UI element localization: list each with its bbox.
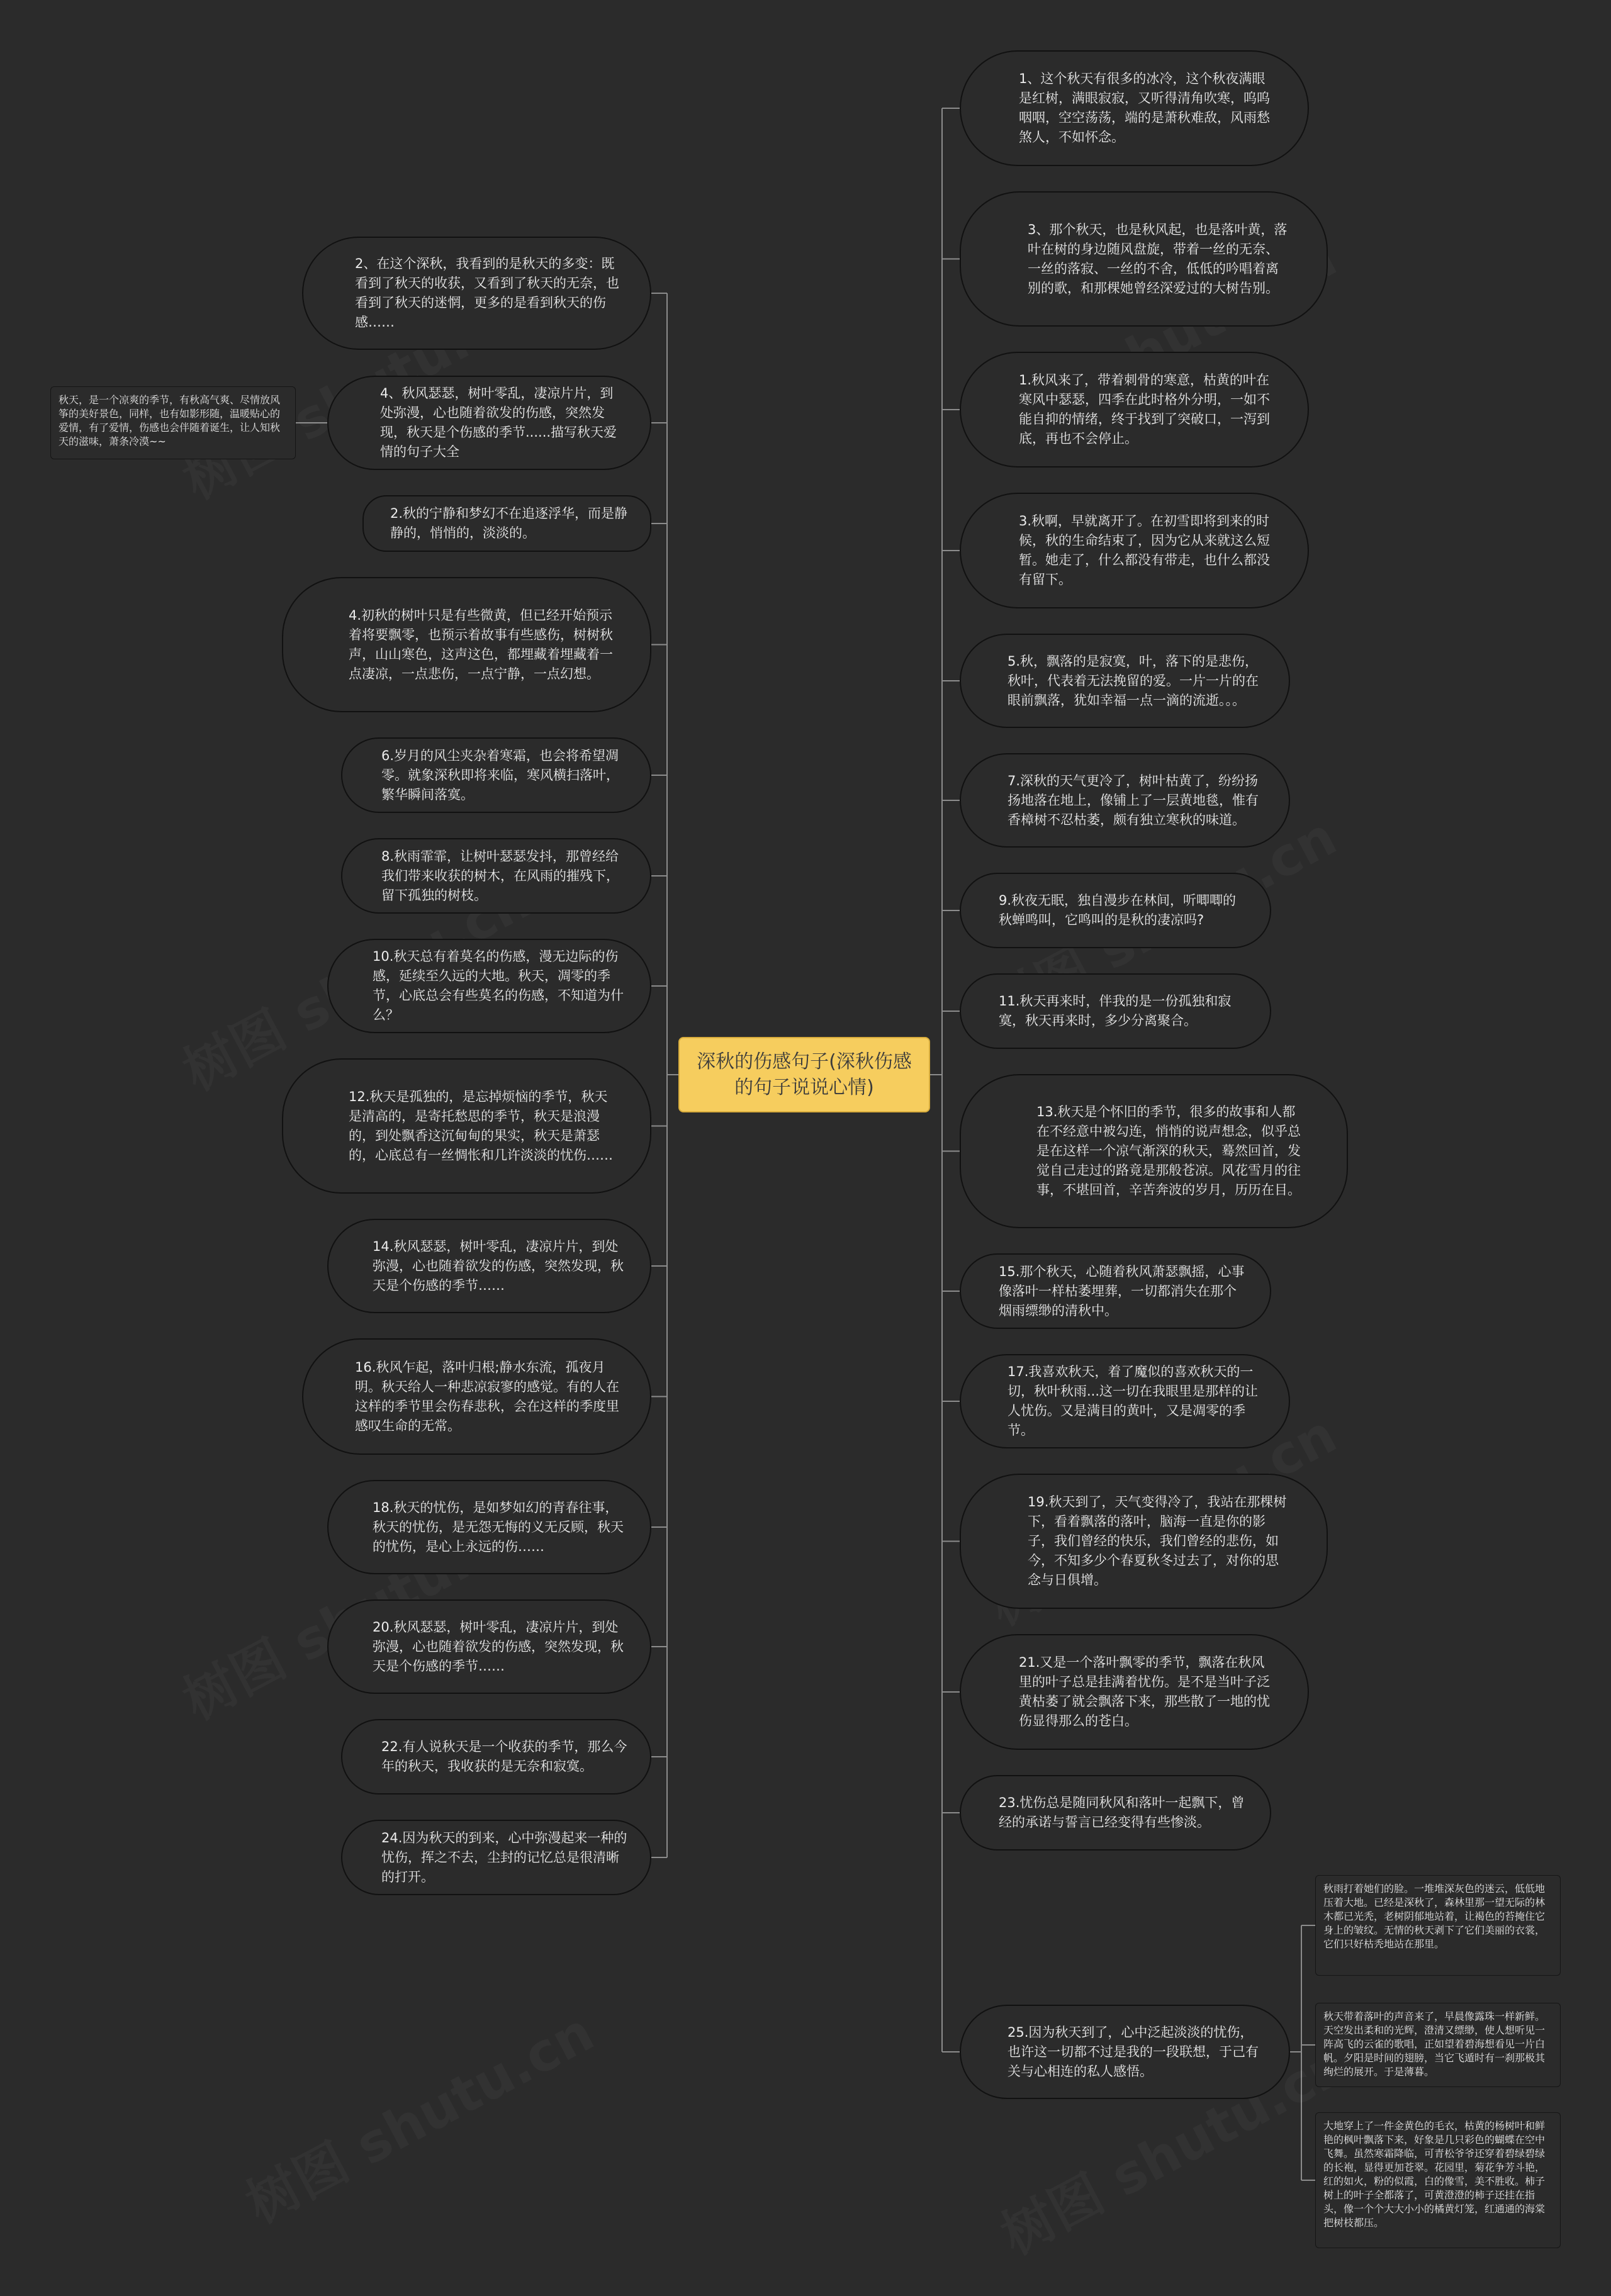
left-node-text: 2、在这个深秋，我看到的是秋天的多变：既看到了秋天的收获，又看到了秋天的无奈，也看到了秋天的迷惘，更多的是看到秋天的伤感……	[355, 256, 619, 330]
left-node[interactable]	[327, 1599, 651, 1694]
right-node[interactable]	[960, 2005, 1290, 2099]
right-note[interactable]	[1315, 2112, 1561, 2248]
right-node-text: 3、那个秋天，也是秋风起，也是落叶黄，落叶在树的身边随风盘旋，带着一丝的无奈、一丝的落寂、一丝的不舍，低低的吟唱着离别的歌，和那棵她曾经深爱过的大树告别。	[1028, 221, 1288, 296]
right-node[interactable]	[960, 50, 1309, 166]
right-node-text: 1、这个秋天有很多的冰冷，这个秋夜满眼是红树，满眼寂寂，又听得清角吹寒，呜呜咽咽，空空荡荡，端的是萧秋难敌，风雨愁煞人，不如怀念。	[1019, 71, 1270, 145]
left-node-text: 2.秋的宁静和梦幻不在追逐浮华，而是静静的，悄悄的，淡淡的。	[390, 506, 628, 540]
right-node-text: 23.忧伤总是随同秋风和落叶一起飘下，曾经的承诺与誓言已经变得有些惨淡。	[999, 1795, 1245, 1830]
right-node[interactable]	[960, 873, 1271, 948]
right-node[interactable]	[960, 973, 1271, 1049]
right-node[interactable]	[960, 753, 1290, 848]
left-node-text: 24.因为秋天的到来，心中弥漫起来一种的忧伤，挥之不去，尘封的记忆总是很清晰的打开。	[381, 1830, 627, 1884]
right-node[interactable]	[960, 1253, 1271, 1329]
right-node[interactable]	[960, 1074, 1348, 1228]
left-node[interactable]	[341, 1820, 651, 1895]
left-node[interactable]	[341, 1719, 651, 1795]
left-node[interactable]	[362, 495, 651, 552]
right-note-text: 大地穿上了一件金黄色的毛衣，枯黄的杨树叶和鲜艳的枫叶飘落下来，好象是几只彩色的蝴蝶在空中飞舞。虽然寒霜降临，可青松爷爷还穿着碧绿碧绿的长袍，显得更加苍翠。花园里，菊花争芳斗艳，红的如火，粉的似霞，白的像雪，美不胜收。柿子树上的叶子全都落了，可黄澄澄的柿子还挂在指头，像一个个大大小小的橘黄灯笼，红通通的海棠把树枝都压。	[1323, 2120, 1546, 2229]
right-node-text: 17.我喜欢秋天，着了魔似的喜欢秋天的一切，秋叶秋雨...这一切在我眼里是那样的让人忧伤。又是满目的黄叶，又是凋零的季节。	[1008, 1364, 1259, 1438]
right-node[interactable]	[960, 634, 1290, 728]
right-note-text: 秋天带着落叶的声音来了，早晨像露珠一样新鲜。天空发出柔和的光辉，澄清又缥缈，使人想听见一阵高飞的云雀的歌唱，正如望着碧海想看见一片白帆。夕阳是时间的翅膀，当它飞遁时有一刹那极其绚烂的展开。于是薄暮。	[1323, 2010, 1546, 2078]
right-node[interactable]	[960, 1775, 1271, 1851]
left-node[interactable]	[341, 737, 651, 813]
left-node-text: 4.初秋的树叶只是有些微黄，但已经开始预示着将要飘零，也预示着故事有些感伤，树树秋声，山山寒色，这声这色，都埋藏着埋藏着一点凄凉，一点悲伤，一点宁静，一点幻想。	[349, 607, 613, 681]
right-note[interactable]	[1315, 2003, 1561, 2087]
right-note[interactable]	[1315, 1875, 1561, 1976]
right-node[interactable]	[960, 352, 1309, 468]
left-node[interactable]	[282, 577, 651, 712]
right-node-text: 15.那个秋天，心随着秋风萧瑟飘摇，心事像落叶一样枯萎埋葬，一切都消失在那个烟雨缥缈的清秋中。	[999, 1263, 1245, 1318]
right-node[interactable]	[960, 1354, 1290, 1448]
right-note-text: 秋雨打着她们的脸。一堆堆深灰色的迷云，低低地压着大地。已经是深秋了，森林里那一望无际的林木都已光秃，老树阴郁地站着，让褐色的苔掩住它身上的皱纹。无情的秋天剥下了它们美丽的衣裳，它们只好枯秃地站在那里。	[1323, 1883, 1546, 1950]
right-node[interactable]	[960, 191, 1328, 327]
right-node[interactable]	[960, 1474, 1328, 1609]
left-node-text: 14.秋风瑟瑟，树叶零乱，凄凉片片，到处弥漫，心也随着欲发的伤感，突然发现，秋天是个伤感的季节……	[373, 1238, 624, 1293]
right-node-text: 13.秋天是个怀旧的季节，很多的故事和人都在不经意中被勾连，悄悄的说声想念，似乎总是在这样一个凉气渐深的秋天，蓦然回首，发觉自己走过的路竟是那般苍凉。风花雪月的往事，不堪回首，辛苦奔波的岁月，历历在目。	[1036, 1104, 1301, 1197]
left-node-text: 4、秋风瑟瑟，树叶零乱，凄凉片片，到处弥漫，心也随着欲发的伤感，突然发现，秋天是个伤感的季节......描写秋天爱情的句子大全	[380, 386, 617, 459]
left-node[interactable]	[341, 838, 651, 914]
left-node-text: 18.秋天的忧伤，是如梦如幻的青春往事，秋天的忧伤，是无怨无悔的义无反顾，秋天的忧伤，是心上永远的伤……	[373, 1499, 624, 1554]
root-topic[interactable]	[678, 1037, 930, 1112]
left-node-text: 16.秋风乍起，落叶归根;静水东流，孤夜月明。秋天给人一种悲凉寂寥的感觉。有的人在这样的季节里会伤春悲秋，会在这样的季度里感叹生命的无常。	[355, 1359, 619, 1433]
watermark	[231, 1991, 605, 2237]
left-node-text: 12.秋天是孤独的，是忘掉烦恼的季节，秋天是清高的，是寄托愁思的季节，秋天是浪漫的，到处飘香这沉甸甸的果实，秋天是萧瑟的，心底总有一丝惆怅和几许淡淡的忧伤……	[349, 1089, 613, 1163]
root-topic-label: 深秋的伤感句子(深秋伤感的句子说说心情)	[697, 1051, 912, 1099]
right-node-text: 7.深秋的天气更冷了，树叶枯黄了，纷纷扬扬地落在地上，像铺上了一层黄地毯，惟有香樟树不忍枯萎，颇有独立寒秋的味道。	[1008, 773, 1259, 827]
left-node[interactable]	[302, 237, 651, 350]
right-node-text: 11.秋天再来时，伴我的是一份孤独和寂寞，秋天再来时，多少分离聚合。	[999, 994, 1232, 1028]
left-node[interactable]	[327, 1480, 651, 1574]
left-node[interactable]	[327, 939, 651, 1033]
left-node-text: 20.秋风瑟瑟，树叶零乱，凄凉片片，到处弥漫，心也随着欲发的伤感，突然发现，秋天是个伤感的季节……	[373, 1619, 624, 1674]
right-node[interactable]	[960, 1634, 1309, 1750]
left-node-text: 10.秋天总有着莫名的伤感，漫无边际的伤感，延续至久远的大地。秋天，凋零的季节，心底总会有些莫名的伤感，不知道为什么？	[373, 949, 624, 1022]
right-node-text: 5.秋，飘落的是寂寞，叶，落下的是悲伤，秋叶，代表着无法挽留的爱。一片一片的在眼前飘落，犹如幸福一点一滴的流逝。。。	[1008, 653, 1259, 708]
right-node-text: 1.秋风来了，带着刺骨的寒意，枯黄的叶在寒风中瑟瑟，四季在此时格外分明，一如不能自抑的情绪，终于找到了突破口，一泻到底，再也不会停止。	[1019, 372, 1270, 446]
right-node-text: 3.秋啊，早就离开了。在初雪即将到来的时候，秋的生命结束了，因为它从来就这么短暂。她走了，什么都没有带走，也什么都没有留下。	[1019, 513, 1270, 587]
left-node-text: 8.秋雨霏霏，让树叶瑟瑟发抖，那曾经给我们带来收获的树木，在风雨的摧残下，留下孤独的树枝。	[381, 848, 619, 903]
left-node[interactable]	[282, 1058, 651, 1194]
left-node[interactable]	[327, 376, 651, 470]
right-node-text: 19.秋天到了，天气变得冷了，我站在那棵树下，看着飘落的落叶，脑海一直是你的影子，我们曾经的快乐，我们曾经的悲伤，如今，不知多少个春夏秋冬过去了，对你的思念与日俱增。	[1028, 1494, 1287, 1588]
right-node-text: 25.因为秋天到了，心中泛起淡淡的忧伤，也许这一切都不过是我的一段联想，于己有关与心相连的私人感悟。	[1008, 2024, 1259, 2079]
left-node[interactable]	[302, 1338, 651, 1455]
left-node[interactable]	[327, 1219, 651, 1313]
left-note-text: 秋天，是一个凉爽的季节，有秋高气爽、尽情放风筝的美好景色，同样，也有如影形随，温暖贴心的爱情，有了爱情，伤感也会伴随着诞生，让人知秋天的滋味，萧条冷漠~~	[59, 394, 281, 447]
left-note[interactable]	[50, 386, 296, 459]
right-node-text: 9.秋夜无眠，独自漫步在林间，听唧唧的秋蝉鸣叫，它鸣叫的是秋的凄凉吗?	[999, 893, 1237, 927]
right-node-text: 21.又是一个落叶飘零的季节，飘落在秋风里的叶子总是挂满着忧伤。是不是当叶子泛黄枯萎了就会飘落下来，那些散了一地的忧伤显得那么的苍白。	[1019, 1655, 1270, 1728]
right-node[interactable]	[960, 493, 1309, 608]
left-node-text: 22.有人说秋天是一个收获的季节，那么今年的秋天，我收获的是无奈和寂寞。	[381, 1739, 627, 1774]
left-node-text: 6.岁月的风尘夹杂着寒霜，也会将希望凋零。就象深秋即将来临，寒风横扫落叶，繁华瞬间落寞。	[381, 748, 619, 802]
